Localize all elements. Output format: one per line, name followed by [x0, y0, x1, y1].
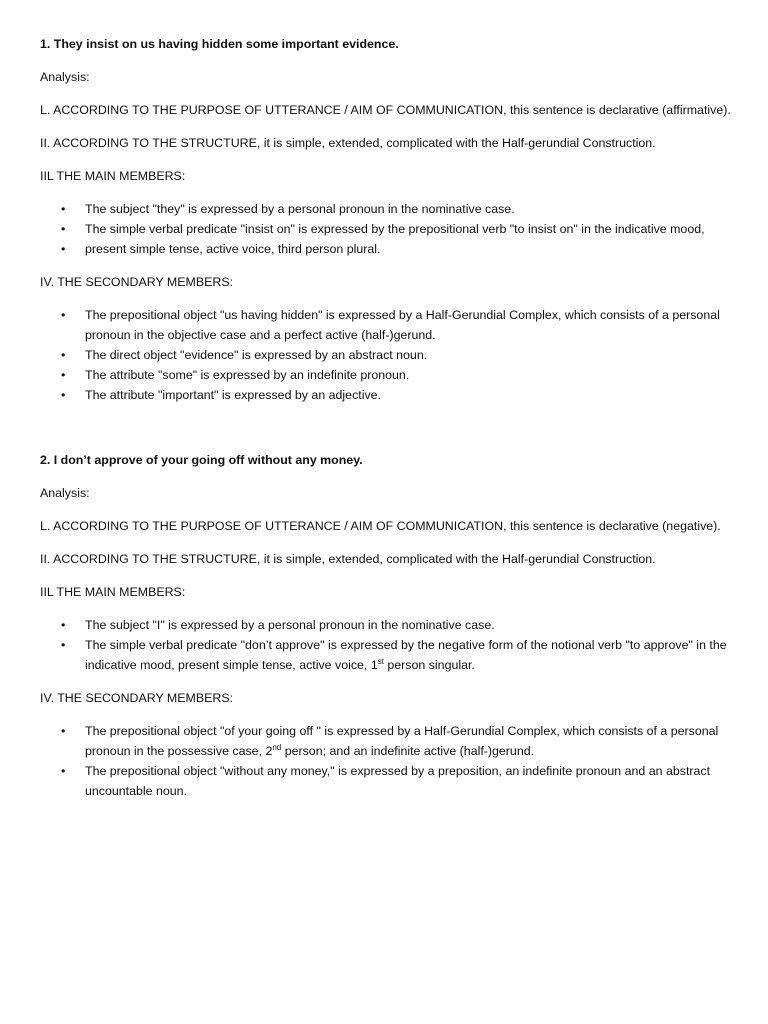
- list-item: [61, 239, 740, 259]
- analysis-label: Analysis:: [40, 70, 90, 84]
- list-item-text: The subject "I" is expressed by a personal pronoun in the nominative case.: [85, 618, 495, 632]
- structure-paragraph: II. ACCORDING TO THE STRUCTURE, it is simple, extended, complicated with the Half-gerundial Construction.: [40, 552, 656, 566]
- bullet-icon: •: [61, 308, 66, 322]
- list-item: [61, 199, 740, 219]
- bullet-icon: •: [61, 202, 66, 216]
- list-item-text: The simple verbal predicate "insist on" is expressed by the prepositional verb "to insist on" in the indicative mood,: [85, 222, 705, 236]
- main-members-label: IIL THE MAIN MEMBERS:: [40, 585, 186, 599]
- bullet-icon: •: [61, 618, 66, 632]
- list-item-text: present simple tense, active voice, third person plural.: [85, 242, 381, 256]
- secondary-members-label: IV. THE SECONDARY MEMBERS:: [40, 691, 234, 705]
- list-item-text: The prepositional object "of your going off " is expressed by a Half-Gerundial Complex, which consists of a personal pronoun in the possessive case, 2: [85, 724, 719, 758]
- list-item: [61, 305, 740, 345]
- list-item: [61, 345, 740, 365]
- secondary-members-list: [40, 305, 740, 405]
- list-item-text: The attribute "some" is expressed by an indefinite pronoun.: [85, 368, 410, 382]
- purpose-paragraph: L. ACCORDING TO THE PURPOSE OF UTTERANCE / AIM OF COMMUNICATION, this sentence is declarative (affirmative).: [40, 103, 731, 117]
- secondary-members-list: [40, 721, 740, 801]
- list-item: [61, 721, 740, 761]
- sentence-1-analysis: [40, 34, 740, 418]
- bullet-icon: •: [61, 242, 66, 256]
- list-item-text: person; and an indefinite active (half-)gerund.: [281, 744, 535, 758]
- ordinal-suffix: nd: [272, 743, 282, 752]
- list-item: [61, 219, 740, 239]
- bullet-icon: •: [61, 368, 66, 382]
- bullet-icon: •: [61, 764, 66, 778]
- list-item: [61, 761, 740, 801]
- list-item: [61, 385, 740, 405]
- list-item: [61, 635, 740, 675]
- analysis-label: Analysis:: [40, 486, 90, 500]
- list-item-text: The subject "they" is expressed by a personal pronoun in the nominative case.: [85, 202, 515, 216]
- purpose-paragraph: L. ACCORDING TO THE PURPOSE OF UTTERANCE / AIM OF COMMUNICATION, this sentence is declarative (negative).: [40, 519, 721, 533]
- bullet-icon: •: [61, 348, 66, 362]
- list-item-text: The simple verbal predicate "don’t approve" is expressed by the negative form of the notional verb "to approve" in the indicative mood, present simple tense, active voice, 1: [85, 638, 727, 672]
- sentence-2-analysis: [40, 450, 740, 814]
- bullet-icon: •: [61, 638, 66, 652]
- bullet-icon: •: [61, 222, 66, 236]
- list-item: [61, 365, 740, 385]
- list-item-text: The direct object "evidence" is expressed by an abstract noun.: [85, 348, 428, 362]
- sentence-1-title: 1. They insist on us having hidden some important evidence.: [40, 37, 399, 51]
- list-item-text: The attribute "important" is expressed by an adjective.: [85, 388, 381, 402]
- structure-paragraph: II. ACCORDING TO THE STRUCTURE, it is simple, extended, complicated with the Half-gerundial Construction.: [40, 136, 656, 150]
- list-item: [61, 615, 740, 635]
- list-item-text: The prepositional object "us having hidden" is expressed by a Half-Gerundial Complex, which consists of a personal pronoun in the objective case and a perfect active (half-)gerund.: [85, 308, 720, 342]
- bullet-icon: •: [61, 724, 66, 738]
- list-item-text: The prepositional object "without any money," is expressed by a preposition, an indefinite pronoun and an abstract uncountable noun.: [85, 764, 711, 798]
- bullet-icon: •: [61, 388, 66, 402]
- sentence-2-title: 2. I don’t approve of your going off without any money.: [40, 453, 363, 467]
- main-members-list: [40, 615, 740, 675]
- ordinal-suffix: st: [377, 657, 384, 666]
- secondary-members-label: IV. THE SECONDARY MEMBERS:: [40, 275, 234, 289]
- main-members-label: IIL THE MAIN MEMBERS:: [40, 169, 186, 183]
- list-item-text: person singular.: [383, 658, 475, 672]
- main-members-list: [40, 199, 740, 259]
